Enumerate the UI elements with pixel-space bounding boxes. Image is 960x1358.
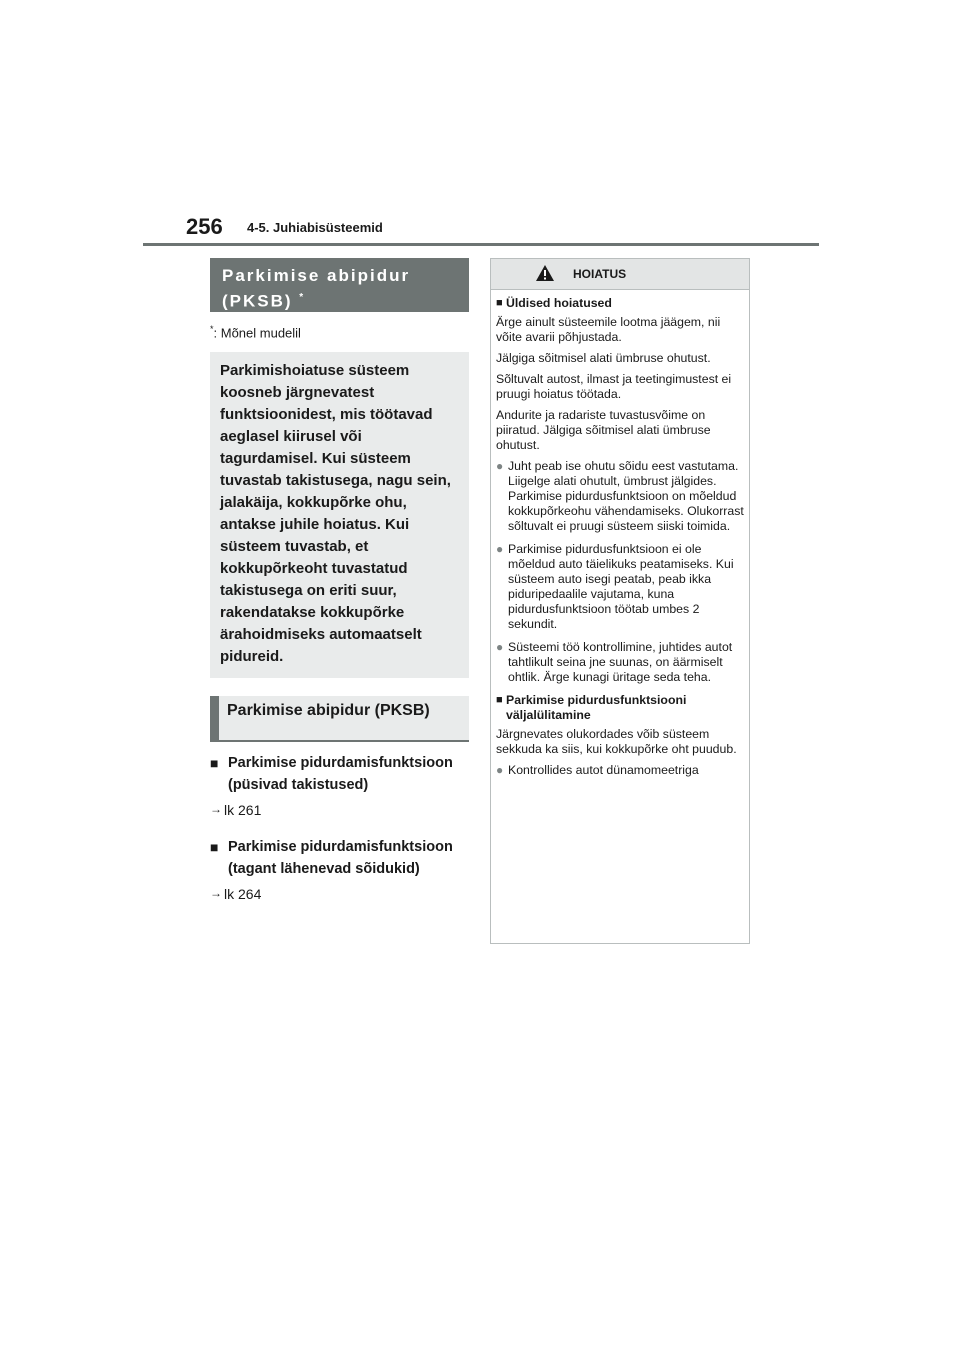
footnote-text: : Mõnel mudelil (213, 325, 301, 341)
square-bullet-icon: ■ (210, 755, 219, 772)
warning-triangle-icon (535, 264, 555, 282)
warning-body (491, 290, 749, 778)
item-title: Parkimise pidurdamisfunktsioon (püsivad takistused) (228, 755, 453, 794)
dot-bullet-icon: ● (496, 542, 504, 556)
dot-bullet-icon: ● (496, 640, 504, 654)
warning-bullet-text: Parkimise pidurdusfunktsioon ei ole mõeldud auto täielikuks peatamiseks. Kui süsteem auto isegi peatab, peab ikka piduripedaalile vajutama, kuna pidurdusfunktsioon töötab umbes 2 sekundit. (508, 542, 734, 631)
page-number: 256 (186, 214, 223, 239)
warning-bullet (496, 542, 744, 632)
warning-section-heading (496, 296, 744, 311)
warning-bullet (496, 763, 744, 778)
page-reference[interactable] (210, 886, 469, 902)
arrow-icon: → (210, 886, 222, 901)
section-title-line2: (PKSB) (222, 291, 293, 311)
warning-section-heading (496, 693, 744, 723)
left-column (210, 258, 469, 902)
header-divider (143, 243, 819, 246)
item-title: Parkimise pidurdamisfunktsioon (tagant lähenevad sõidukid) (228, 839, 453, 878)
list-item (210, 836, 469, 880)
dot-bullet-icon: ● (496, 459, 504, 473)
warning-section-title: Üldised hoiatused (506, 296, 612, 310)
square-bullet-icon: ■ (496, 694, 503, 706)
square-bullet-icon: ■ (210, 839, 219, 856)
footnote (210, 324, 469, 340)
warning-bullet (496, 459, 744, 534)
warning-bullet-text: Süsteemi töö kontrollimine, juhtides autot tahtlikult seina jne suunas, on äärmiselt ohtlik. Ärge kunagi üritage seda teha. (508, 640, 733, 684)
square-bullet-icon: ■ (496, 297, 503, 309)
warning-paragraph: Jälgiga sõitmisel alati ümbruse ohutust. (496, 351, 711, 365)
warning-bullet-text: Juht peab ise ohutu sõidu eest vastutama. Liigelge alati ohutult, ümbrust jälgides. Parkimise pidurdusfunktsioon on mõeldud kokkupõrkeohu vähendamiseks. Olukorrast sõltuvalt ei pruugi süsteem siiski toimida. (508, 459, 744, 533)
dot-bullet-icon: ● (496, 763, 504, 777)
asterisk-mark: * (299, 292, 306, 303)
warning-section-title: Parkimise pidurdusfunktsiooni väljalülitamine (506, 693, 687, 722)
warning-title: HOIATUS (573, 267, 627, 281)
section-title (210, 258, 469, 312)
warning-paragraph: Ärge ainult süsteemile lootma jäägem, nii võite avarii põhjustada. (496, 315, 721, 344)
warning-header (491, 259, 749, 290)
page-reference-text[interactable]: lk 261 (224, 802, 262, 819)
warning-paragraph: Andurite ja radariste tuvastusvõime on piiratud. Jälgiga sõitmisel alati ümbruse ohutust. (496, 408, 711, 452)
warning-box (490, 258, 750, 944)
warning-paragraph: Järgnevates olukordades võib süsteem sekkuda ka siis, kui kokkupõrke oht puudub. (496, 727, 737, 756)
intro-box: Parkimishoiatuse süsteem koosneb järgnevatest funktsioonidest, mis töötavad aeglasel kiirusel või tagurdamisel. Kui süsteem tuvastab takistusega, nagu sein, jalakäija, kokkupõrke ohu, antakse juhile hoiatus. Kui süsteem tuvastab, et kokkupõrkeoht tuvastatud takistusega on eriti suur, rakendatakse kokkupõrke ärahoidmiseks automaatselt pidureid. (210, 352, 469, 678)
warning-paragraph: Sõltuvalt autost, ilmast ja teetingimustest ei pruugi hoiatus töötada. (496, 372, 732, 401)
arrow-icon: → (210, 802, 222, 817)
section-title-line1: Parkimise abipidur (222, 266, 411, 285)
list-item (210, 752, 469, 796)
warning-bullet (496, 640, 744, 685)
warning-bullet-text: Kontrollides autot dünamomeetriga (508, 763, 699, 777)
subsection-title: Parkimise abipidur (PKSB) (210, 696, 469, 742)
page-reference[interactable] (210, 802, 469, 818)
footnote-mark: * (210, 324, 214, 334)
page-reference-text[interactable]: lk 264 (224, 886, 262, 903)
chapter-title: 4-5. Juhiabisüsteemid (247, 220, 383, 235)
